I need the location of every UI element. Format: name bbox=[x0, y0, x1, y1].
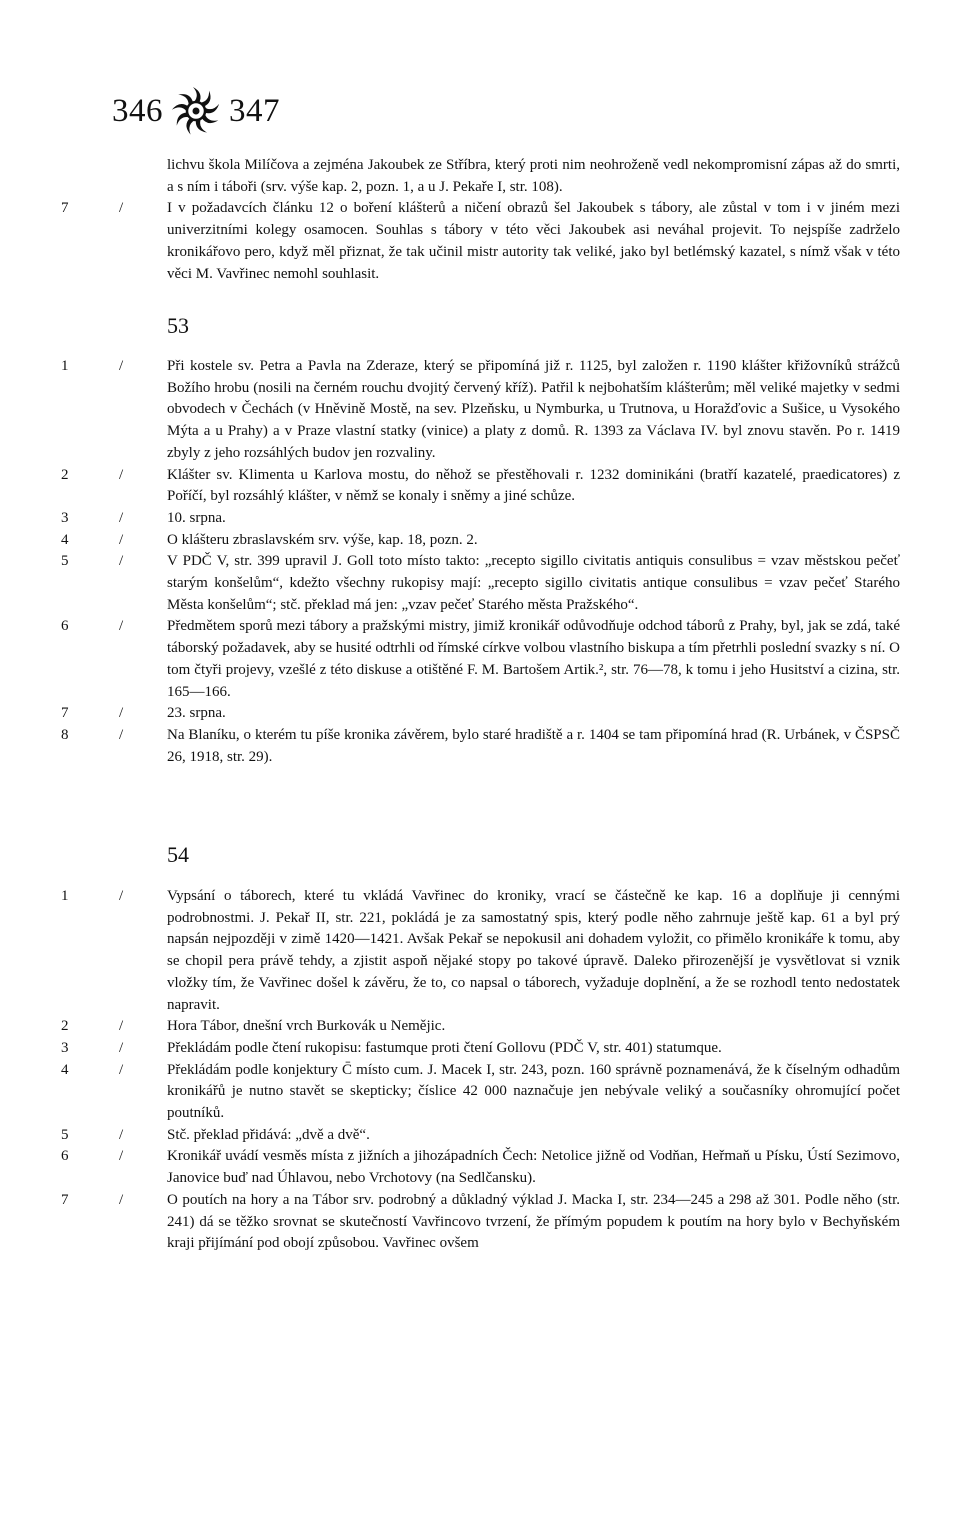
note-text: 23. srpna. bbox=[167, 705, 226, 722]
note-number: 2 bbox=[61, 466, 69, 483]
note-separator: / bbox=[119, 1039, 124, 1056]
note-separator: / bbox=[119, 1018, 124, 1035]
note-number: 4 bbox=[61, 531, 69, 548]
note-separator: / bbox=[119, 358, 124, 374]
note-row bbox=[0, 1060, 960, 1125]
note-text: V PDČ V, str. 399 upravil J. Goll toto místo takto: „recepto sigillo civitatis antiquis consulibus = vzav městskou pečeť starým konšelům“, kdežto všechny rukopisy mají: „recepto sigillo civitatis antique consulibus = vzav pečeť Starého Města konšelům“; stč. překlad má jen: „vzav pečeť Starého města Pražského“. bbox=[167, 553, 900, 613]
note-separator: / bbox=[119, 1126, 124, 1143]
note-row bbox=[0, 1190, 960, 1255]
intro-block bbox=[0, 155, 960, 285]
note-separator: / bbox=[119, 531, 124, 548]
note-row bbox=[0, 1038, 960, 1060]
note-row bbox=[0, 551, 960, 616]
note-text: Klášter sv. Klimenta u Karlova mostu, do něhož se přestěhovali r. 1232 dominikáni (bratří kazatelé, praedicatores) z Poříčí, byl rozsáhlý klášter, v němž se konaly i sněmy a jiné schůze. bbox=[167, 466, 900, 505]
note-separator: / bbox=[119, 888, 124, 904]
right-page-number: 347 bbox=[229, 92, 280, 129]
note-number: 1 bbox=[61, 358, 69, 374]
note-text: Vypsání o táborech, které tu vkládá Vavřinec do kroniky, vrací se částečně ke kap. 16 a doplňuje ji cennými podrobnostmi. J. Pekař II, str. 221, pokládá je za samostatný spis, který podle něho zahrnuje ještě kap. 61 a byl prý napsán nejpozději v zimě 1420—1421. Avšak Pekař se nepokusil ani dohadem vyložit, co přimělo kronikáře k tomu, aby se chopil pera právě tehdy, a zjistit aspoň nějaké stopy po takové úpravě. Daleko přirozenější je vysvětlovat si vznik vložky tím, že Vavřinec došel k závěru, že to, co napsal o táborech, vyžaduje doplnění, a že se rozhodl tento nedostatek napravit. bbox=[167, 888, 900, 1013]
page-header bbox=[112, 86, 280, 136]
note-row bbox=[0, 465, 960, 508]
note-number: 6 bbox=[61, 618, 69, 635]
note-number: 3 bbox=[61, 1039, 69, 1056]
note-separator: / bbox=[119, 1191, 124, 1208]
note-separator: / bbox=[119, 1061, 124, 1078]
note-number: 7 bbox=[61, 200, 69, 217]
note-number: 5 bbox=[61, 1126, 69, 1143]
note-number: 1 bbox=[61, 888, 69, 904]
section-heading-54: 54 bbox=[167, 842, 189, 867]
note-text: Stč. překlad přidává: „dvě a dvě“. bbox=[167, 1126, 370, 1143]
note-separator: / bbox=[119, 553, 124, 570]
note-row bbox=[0, 703, 960, 725]
note-text: Překládám podle čtení rukopisu: fastumque proti čtení Gollovu (PDČ V, str. 401) statumque. bbox=[167, 1039, 722, 1056]
note-separator: / bbox=[119, 466, 124, 483]
ornamental-rosette-icon bbox=[169, 84, 223, 138]
note-number: 2 bbox=[61, 1018, 69, 1035]
note-number: 4 bbox=[61, 1061, 69, 1078]
note-text: O klášteru zbraslavském srv. výše, kap. 18, pozn. 2. bbox=[167, 531, 478, 548]
note-text: Hora Tábor, dnešní vrch Burkovák u Nemějic. bbox=[167, 1018, 446, 1035]
note-separator: / bbox=[119, 705, 124, 722]
note-number: 7 bbox=[61, 1191, 69, 1208]
note-separator: / bbox=[119, 726, 124, 743]
note-number: 3 bbox=[61, 509, 69, 526]
note-row bbox=[0, 1125, 960, 1147]
note-text: Při kostele sv. Petra a Pavla na Zderaze, který se připomíná již r. 1125, byl založen r. 1190 klášter křižovníků strážců Božího hrobu (nosili na černém rouchu dvojitý červený kříž). Patřil k nejbohatším klášterům; měl veliké majetky v sedmi obvodech v Čechách (v Hněvině Mostě, na sev. Plzeňsku, u Nymburka, u Trutnova, u Horažďovic a Sušice, u Vysokého Mýta a u Prahy) a v Praze vlastní statky (vinice) a platy z domů. R. 1393 za Václava IV. byl znovu stavěn. Po r. 1419 zbyly z jeho rozsáhlých budov jen rozvaliny. bbox=[167, 358, 900, 461]
note-text: Překládám podle konjektury C̄ místo cum. J. Macek I, str. 243, pozn. 160 správně poznamenává, že k číselným odhadům kronikářů je nutno stavět se skepticky; číslice 42 000 naznačuje jen nebývale veliký a současníky ohromující počet poutníků. bbox=[167, 1061, 900, 1122]
note-row bbox=[0, 1016, 960, 1038]
note-text: 10. srpna. bbox=[167, 509, 226, 526]
section-53-notes bbox=[0, 356, 960, 768]
note-separator: / bbox=[119, 200, 124, 217]
section-heading-53: 53 bbox=[167, 313, 189, 338]
note-text: Na Blaníku, o kterém tu píše kronika závěrem, bylo staré hradiště a r. 1404 se tam připomíná hrad (R. Urbánek, v ČSPSČ 26, 1918, str. 29). bbox=[167, 726, 900, 765]
note-number: 6 bbox=[61, 1148, 69, 1165]
note-number: 8 bbox=[61, 726, 69, 743]
note-row bbox=[0, 886, 960, 1016]
note-row bbox=[0, 356, 960, 465]
note-separator: / bbox=[119, 509, 124, 526]
note-row bbox=[0, 616, 960, 703]
note-row bbox=[0, 198, 960, 285]
note-text: Kronikář uvádí vesměs místa z jižních a jihozápadních Čech: Netolice jižně od Vodňan, Heřmaň u Písku, Ústí Sezimovo, Janovice buď nad Úhlavou, nebo Vrchotovy (na Sedlčansku). bbox=[167, 1148, 900, 1187]
note-separator: / bbox=[119, 1148, 124, 1165]
note-text: I v požadavcích článku 12 o boření klášterů a ničení obrazů šel Jakoubek s tábory, ale zůstal v tom i v jiném mezi univerzitními kolegy osamocen. Souhlas s tábory v této věci Jakoubek asi neváhal projevit. To nejspíše zadrželo kronikářovo pero, když měl přiznat, že tak učinil mistr autority tak veliké, jako byl betlémský kazatel, s nímž však v této věci M. Vavřinec nemohl souhlasit. bbox=[167, 200, 900, 282]
continuation-paragraph: lichvu škola Milíčova a zejména Jakoubek ze Stříbra, který proti nim neohroženě vedl nekompromisní zápas až do smrti, a s ním i táboři (srv. výše kap. 2, pozn. 1, a u J. Pekaře I, str. 108). bbox=[167, 157, 900, 195]
note-row bbox=[0, 508, 960, 530]
note-separator: / bbox=[119, 618, 124, 635]
note-number: 7 bbox=[61, 705, 69, 722]
note-text: Předmětem sporů mezi tábory a pražskými mistry, jimiž kronikář odůvodňuje odchod táborů z Prahy, byl, jak se zdá, také táborský požadavek, aby se husité odtrhli od římské církve volbou vlastního biskupa a tím přetrhli poslední svazky s ní. O tom čtyři projevy, vzešlé z této diskuse a otištěné F. M. Bartošem Artik.², str. 76—78, k tomu i jeho Husitství a cizina, str. 165—166. bbox=[167, 618, 900, 700]
left-page-number: 346 bbox=[112, 92, 163, 129]
note-row bbox=[0, 725, 960, 768]
section-54-notes bbox=[0, 886, 960, 1255]
note-number: 5 bbox=[61, 553, 69, 570]
note-row bbox=[0, 530, 960, 552]
note-row bbox=[0, 1146, 960, 1189]
note-text: O poutích na hory a na Tábor srv. podrobný a důkladný výklad J. Macka I, str. 234—245 a 298 až 301. Podle něho (str. 241) dá se těžko srovnat se skutečností Vavřincovo tvrzení, že přímým popudem k poutím na hory bylo v Bechyňském kraji přijímání pod obojí způsobou. Vavřinec ovšem bbox=[167, 1191, 900, 1252]
